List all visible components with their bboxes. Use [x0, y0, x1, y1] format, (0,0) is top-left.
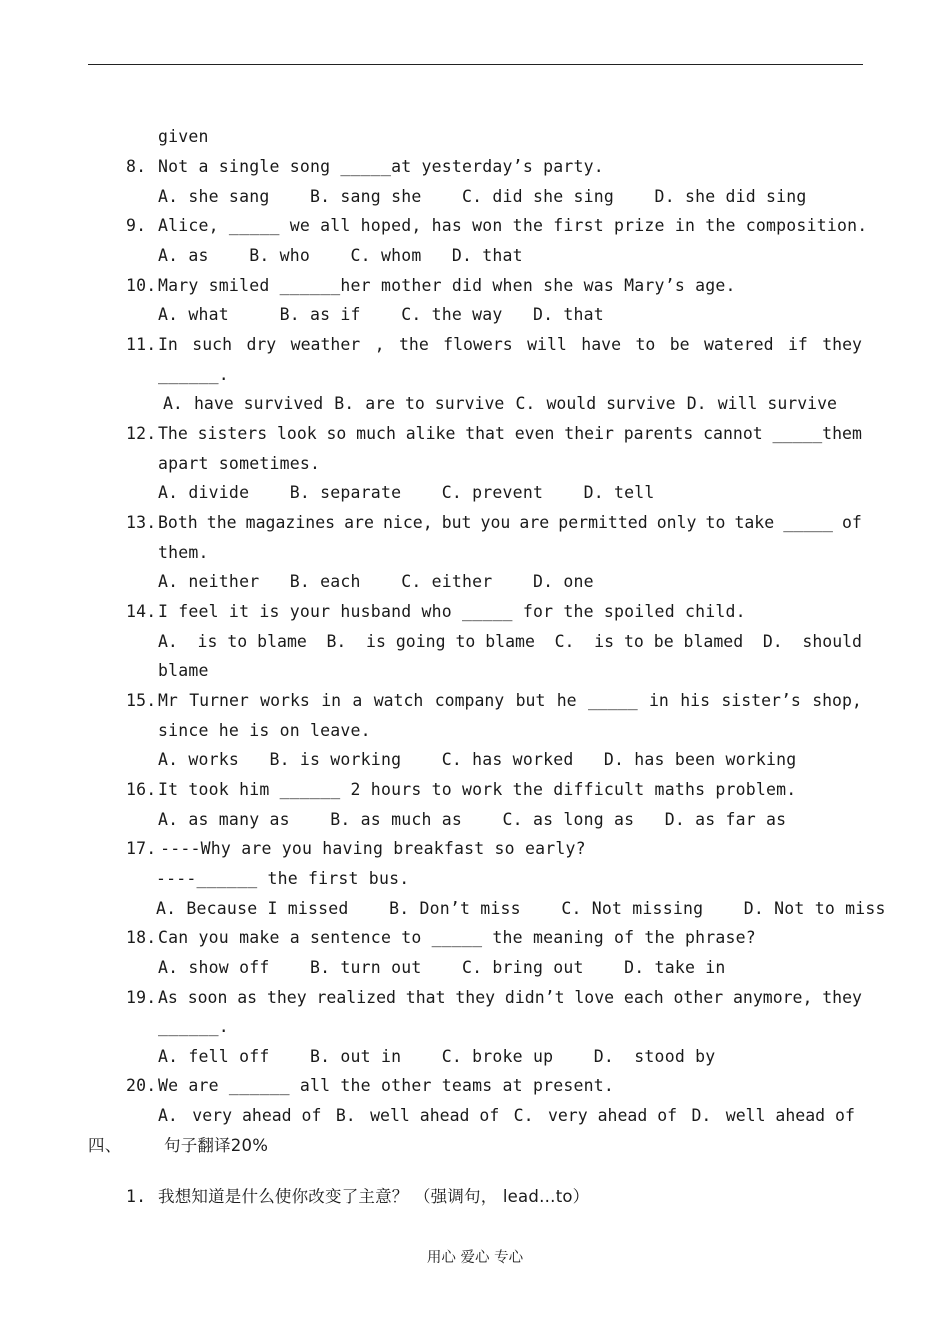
word: that [465, 424, 505, 443]
translation-number: 1. [126, 1187, 147, 1206]
answer-options-continued: blame [158, 661, 209, 680]
word: the [398, 335, 429, 354]
question-number: 19. [126, 988, 157, 1007]
word: _____ [587, 691, 638, 710]
word: as [237, 988, 258, 1007]
question-number: 8. [126, 157, 147, 176]
option-text: is to be blamed [594, 632, 744, 651]
word: realized [316, 988, 396, 1007]
word: take [734, 513, 775, 532]
question-stem-continued: them. [158, 543, 209, 562]
question-number: 14. [126, 602, 157, 621]
word: Mr [158, 691, 178, 710]
word: to [635, 335, 656, 354]
word: a [352, 691, 363, 710]
word: Turner [189, 691, 249, 710]
option-text: are to survive [365, 394, 505, 413]
answer-options: A. she sang B. sang she C. did she sing D. she did sing [158, 187, 807, 206]
word: are [344, 513, 374, 532]
word: if [787, 335, 808, 354]
question-stem [158, 987, 862, 1009]
option-letter: D. [762, 632, 783, 651]
question-stem: Can you make a sentence to _____ the meaning of the phrase? [158, 928, 756, 947]
question-stem-continued: apart sometimes. [158, 454, 321, 473]
word: flowers [443, 335, 513, 354]
word: but [441, 513, 472, 532]
option-text: is to blame [197, 632, 307, 651]
word: company [434, 691, 505, 710]
word: works [260, 691, 310, 710]
option-text: well ahead of [725, 1106, 855, 1125]
option-letter: D. [686, 394, 707, 413]
question-number: 20. [126, 1076, 157, 1095]
answer-options: A. what B. as if C. the way D. that [158, 305, 604, 324]
answer-options [158, 631, 862, 653]
word: watch [373, 691, 424, 710]
word: only [656, 513, 697, 532]
word: the [206, 513, 237, 532]
word: to [705, 513, 726, 532]
word: their [564, 424, 614, 443]
section-title: 句子翻译20% [164, 1136, 269, 1155]
word: parents [623, 424, 694, 443]
option-letter: C. [515, 394, 536, 413]
word: As [158, 988, 178, 1007]
word: , [374, 335, 385, 354]
translation-prompt: 我想知道是什么使你改变了主意？ （强调句， lead…to） [158, 1187, 590, 1206]
option-text: very ahead of [192, 1106, 322, 1125]
option-text: well ahead of [370, 1106, 500, 1125]
word: Both [158, 513, 198, 532]
word: but [515, 691, 546, 710]
question-stem-continued: ______. [158, 365, 229, 384]
word: In [158, 335, 178, 354]
word: are [519, 513, 550, 532]
question-stem [158, 423, 862, 445]
word: sister’s [721, 691, 801, 710]
question-number: 9. [126, 216, 147, 235]
word: each [623, 988, 664, 1007]
option-letter: A. [158, 632, 178, 651]
word: much [356, 424, 396, 443]
word: anymore, [732, 988, 813, 1007]
question-number: 15. [126, 691, 157, 710]
word: didn’t [504, 988, 565, 1007]
question-stem-continued: since he is on leave. [158, 721, 371, 740]
word: _____ [783, 513, 833, 532]
answer-options: A. fell off B. out in C. broke up D. stood by [158, 1047, 716, 1066]
word: The [158, 424, 188, 443]
question-stem: We are ______ all the other teams at present. [158, 1076, 615, 1095]
option-letter: A. [158, 1106, 178, 1125]
word: they [822, 988, 862, 1007]
word: love [574, 988, 615, 1007]
word: he [556, 691, 577, 710]
option-letter: D. [691, 1106, 712, 1125]
question-number: 17. [126, 839, 157, 858]
word: be [669, 335, 690, 354]
word: such [192, 335, 233, 354]
word: so [326, 424, 347, 443]
question-number: 12. [126, 424, 157, 443]
option-letter: B. [334, 394, 355, 413]
word: that [405, 988, 446, 1007]
option-letter: C. [513, 1106, 534, 1125]
question-stem: It took him ______ 2 hours to work the difficult maths problem. [158, 780, 797, 799]
word: watered [704, 335, 774, 354]
word: nice, [382, 513, 433, 532]
word: of [841, 513, 862, 532]
section-number: 四、 [88, 1136, 122, 1155]
header-rule [88, 64, 863, 65]
answer-options: A. show off B. turn out C. bring out D. take in [158, 958, 726, 977]
dialogue-reply: ----______ the first bus. [156, 869, 410, 888]
word: _____them [772, 424, 862, 443]
answer-options: A. Because I missed B. Don’t miss C. Not missing D. Not to miss [156, 899, 886, 918]
word: his [680, 691, 711, 710]
word: weather [290, 335, 361, 354]
question-number: 16. [126, 780, 157, 799]
question-stem: Not a single song _____at yesterday’s party. [158, 157, 604, 176]
question-number: 11. [126, 335, 157, 354]
question-stem: Mary smiled ______her mother did when she was Mary’s age. [158, 276, 736, 295]
question-stem [158, 512, 862, 534]
option-letter: B. [335, 1106, 356, 1125]
question-stem: I feel it is your husband who _____ for the spoiled child. [158, 602, 746, 621]
question-stem: Alice, _____ we all hoped, has won the first prize in the composition. [158, 216, 868, 235]
option-text: very ahead of [547, 1106, 678, 1125]
option-text: will survive [717, 394, 837, 413]
question-stem [158, 690, 862, 712]
answer-options: A. works B. is working C. has worked D. has been working [158, 750, 797, 769]
word: permitted [558, 513, 648, 532]
word: in [321, 691, 342, 710]
word: magazines [245, 513, 336, 532]
word: they [822, 335, 862, 354]
word: dry [246, 335, 277, 354]
option-text: have survived [194, 394, 324, 413]
option-letter: C. [554, 632, 575, 651]
word: cannot [703, 424, 763, 443]
option-text: would survive [546, 394, 676, 413]
word: other [673, 988, 724, 1007]
answer-options: A. as B. who C. whom D. that [158, 246, 523, 265]
question-stem: ----Why are you having breakfast so early? [150, 839, 586, 858]
option-letter: B. [326, 632, 347, 651]
word: even [514, 424, 555, 443]
answer-options: A. as many as B. as much as C. as long as D. as far as [158, 810, 787, 829]
question-number: 18. [126, 928, 157, 947]
page-footer: 用心 爱心 专心 [426, 1250, 524, 1266]
option-text: is going to blame [366, 632, 535, 651]
word: sisters [197, 424, 268, 443]
word: in [648, 691, 669, 710]
word: soon [187, 988, 228, 1007]
question-number: 13. [126, 513, 157, 532]
word: look [276, 424, 317, 443]
question-stem [158, 334, 862, 356]
word: have [581, 335, 622, 354]
answer-options: A. neither B. each C. either D. one [158, 572, 594, 591]
word: alike [405, 424, 456, 443]
word: will [527, 335, 567, 354]
answer-options [158, 1105, 855, 1127]
word: they [266, 988, 307, 1007]
word: they [455, 988, 496, 1007]
word: you [480, 513, 511, 532]
word: shop, [812, 691, 862, 710]
question-stem-continued: ______. [158, 1017, 229, 1036]
question-number: 10. [126, 276, 157, 295]
answer-options: A. divide B. separate C. prevent D. tell [158, 483, 655, 502]
answer-options [163, 393, 837, 415]
option-text: should [802, 632, 862, 651]
option-letter: A. [163, 394, 183, 413]
continuation-text: given [158, 127, 209, 146]
